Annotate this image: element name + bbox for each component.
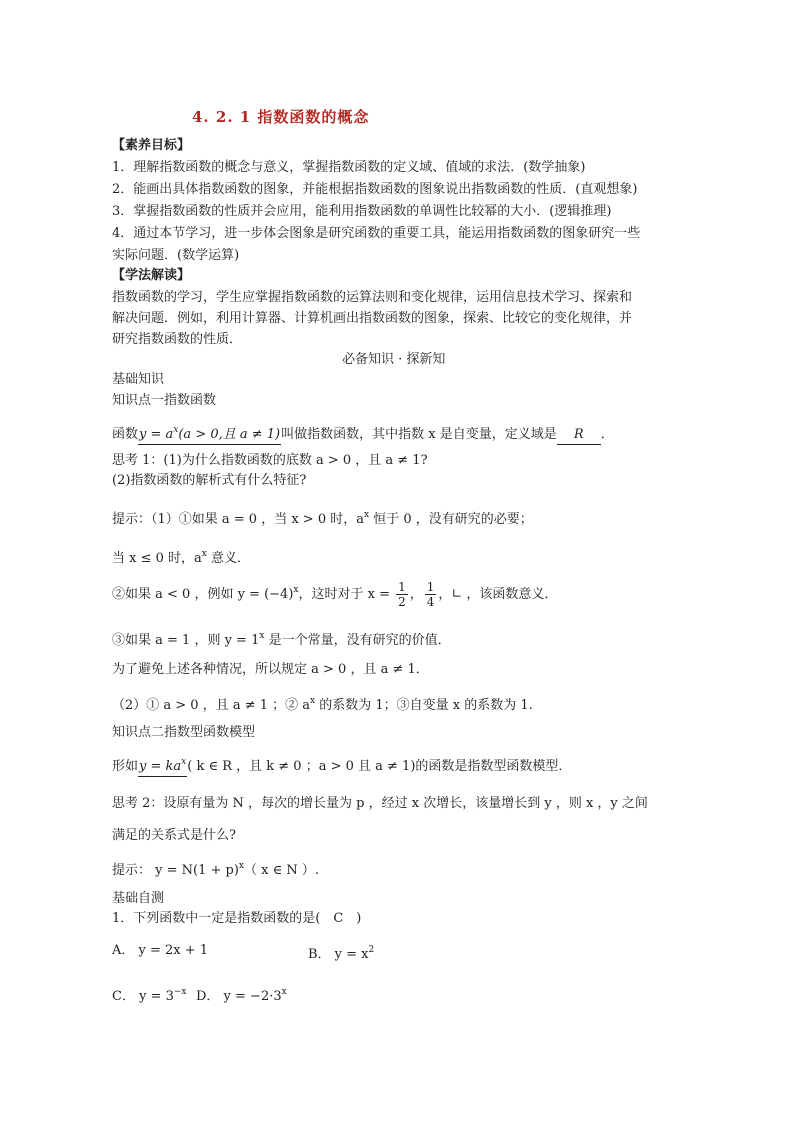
model-definition-line: 形如$y = ka^x$( k ∈ R ，且 k ≠ 0 ；a > 0 且 a ≠ 1)的函数是指数型函数模型． xyxy=(112,753,571,777)
study-line: 研究指数函数的性质． xyxy=(112,332,243,347)
hint-line: ②如果 a < 0 ，例如 $y = (-4)^x$，这时对于 x = $\frac{1}{2}$ ， $\frac{1}{4}$ ，∟ ，该函数意义． xyxy=(112,580,558,609)
option-a: A． y = 2x + 1 xyxy=(112,943,209,958)
option-c: C． $y = 3^{-x}$ xyxy=(112,987,187,1004)
literacy-item: 2．能画出具体指数函数的图象，并能根据指数函数的图象说出指数函数的性质．(直观想象) xyxy=(112,182,638,197)
hint-line: （2）① a > 0 ，且 a ≠ 1 ；② $a^x$ 的系数为 1；③自变量 x 的系数为 1. xyxy=(112,696,533,713)
literacy-item: 3．掌握指数函数的性质并会应用，能利用指数函数的单调性比较幂的大小．(逻辑推理) xyxy=(112,204,612,219)
domain-answer: R xyxy=(557,425,601,445)
literacy-item: 4．通过本节学习，进一步体会图象是研究函数的重要工具，能运用指数函数的图象研究一些 xyxy=(112,226,641,241)
study-line: 指数函数的学习，学生应掌握指数函数的运算法则和变化规律，运用信息技术学习、探索和 xyxy=(112,290,633,305)
definition-formula: $y = a^x(a > 0$,且 a ≠ 1) xyxy=(138,421,281,445)
literacy-heading: 【素养目标】 xyxy=(112,138,191,153)
option-b: B． $y = x^2$ xyxy=(308,945,375,962)
option-d: D． $y = -2\cdot 3^x$ xyxy=(196,987,287,1004)
self-test-heading: 基础自测 xyxy=(112,891,165,906)
think-2-question-2: 满足的关系式是什么? xyxy=(112,828,236,843)
page-title: 4. 2. 1 指数函数的概念 xyxy=(192,108,370,126)
think-1-question-2: (2)指数函数的解析式有什么特征? xyxy=(112,473,307,488)
think-2-hint: 提示： $y = N(1 + p)^x$（ x ∈ N ）. xyxy=(112,861,319,878)
hint-line: 为了避免上述各种情况，所以规定 a > 0 ，且 a ≠ 1． xyxy=(112,662,429,677)
literacy-item: 1．理解指数函数的概念与意义，掌握指数函数的定义域、值域的求法．(数学抽象) xyxy=(112,160,586,175)
knowledge-point-2-title: 知识点二指数型函数模型 xyxy=(112,725,256,740)
think-1-question: 思考 1：(1)为什么指数函数的底数 a > 0 ，且 a ≠ 1? xyxy=(112,453,428,468)
knowledge-point-1-title: 知识点一指数函数 xyxy=(112,393,217,408)
hint-line: 提示：（1）①如果 a = 0 ，当 x > 0 时，$a^x$ 恒于 0 ，没有研究的必要； xyxy=(112,510,533,527)
think-2-question: 思考 2：设原有量为 N ，每次的增长量为 p ，经过 x 次增长，该量增长到 y ，则 x ，y 之间 xyxy=(112,796,648,811)
definition-line: 函数$y = a^x(a > 0$,且 a ≠ 1)叫做指数函数，其中指数 x 是自变量，定义域是 R ． xyxy=(112,421,614,445)
fraction-one-half: $\frac{1}{2}$ xyxy=(398,580,406,609)
hint-line: ③如果 a = 1 ，则 $y = 1^x$ 是一个常量，没有研究的价值． xyxy=(112,631,451,648)
basic-knowledge-heading: 基础知识 xyxy=(112,372,165,387)
fraction-one-quarter: $\frac{1}{4}$ xyxy=(426,580,435,609)
question-1: 1．下列函数中一定是指数函数的是( C ) xyxy=(112,911,362,926)
study-line: 解决问题．例如，利用计算器、计算机画出指数函数的图象，探索、比较它的变化规律，并 xyxy=(112,311,633,326)
hint-line: 当 x ≤ 0 时，$a^x$ 意义． xyxy=(112,549,250,566)
study-heading: 【学法解读】 xyxy=(112,268,191,283)
section-title: 必备知识 · 探新知 xyxy=(342,352,446,367)
model-formula: $y = ka^x$ xyxy=(138,753,187,777)
literacy-item: 实际问题．(数学运算) xyxy=(112,248,240,263)
